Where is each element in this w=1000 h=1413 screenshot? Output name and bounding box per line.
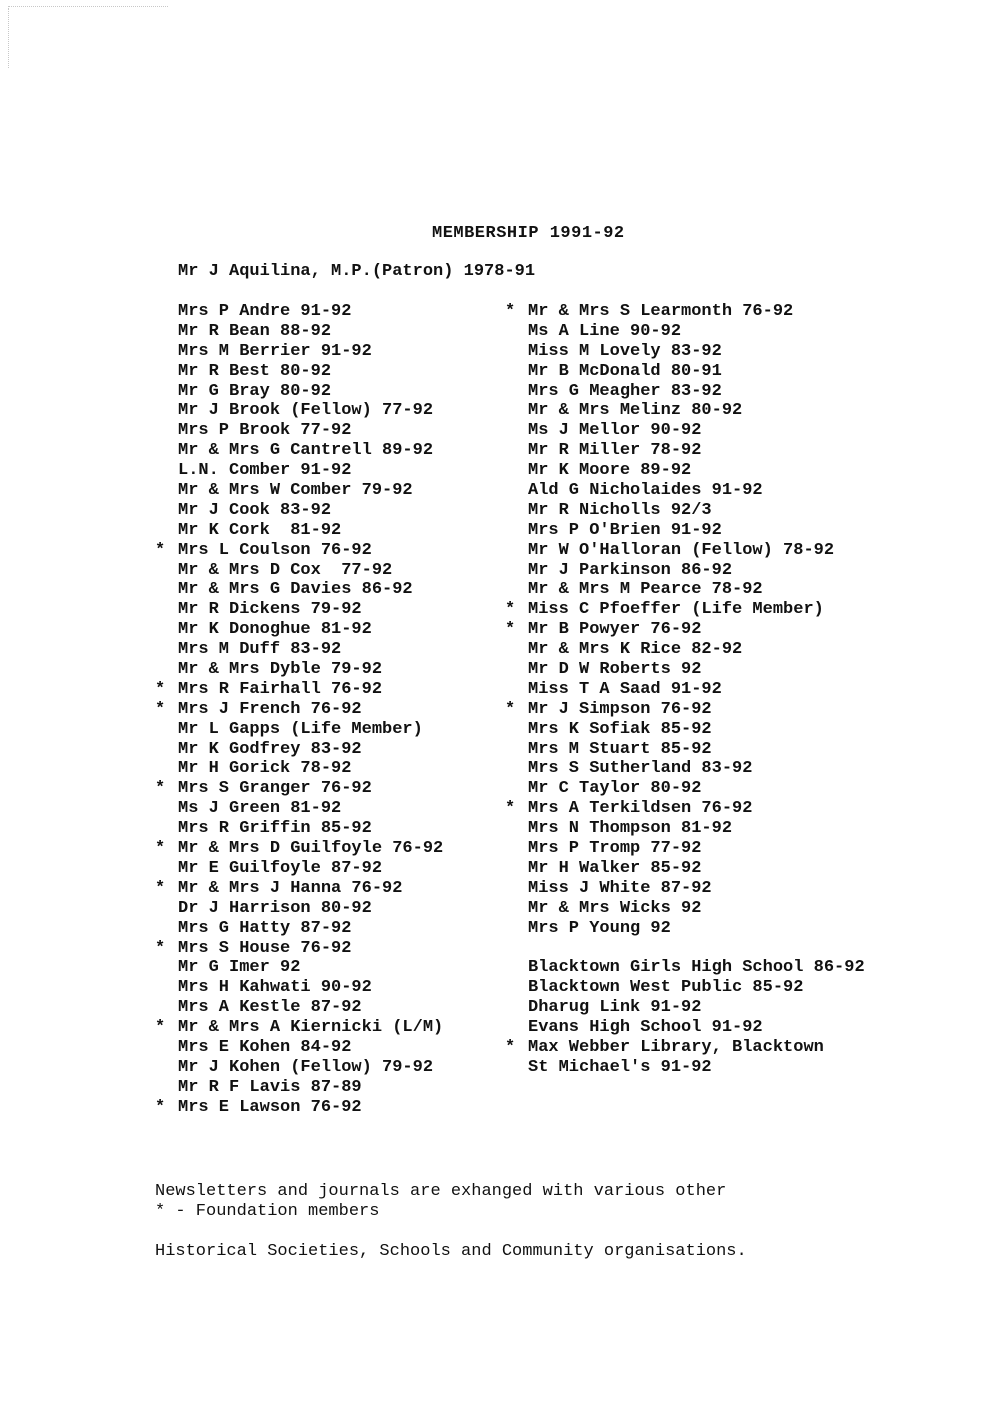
marker-spacer [505,759,528,779]
marker-spacer [155,759,178,779]
marker-spacer [155,740,178,760]
marker-spacer [505,680,528,700]
member-entry: Mrs M Stuart 85-92 [528,739,712,759]
member-entry: Mrs G Hatty 87-92 [178,918,352,938]
member-entry: Dr J Harrison 80-92 [178,898,372,918]
member-entry: Max Webber Library, Blacktown [528,1037,824,1057]
marker-spacer [155,521,178,541]
list-item [505,740,865,760]
marker-spacer [155,819,178,839]
list-item [155,521,443,541]
list-item [155,720,443,740]
list-item [505,819,865,839]
marker-spacer [155,342,178,362]
marker-spacer [155,461,178,481]
foundation-members-legend: * - Foundation members [155,1202,380,1221]
list-item [155,998,443,1018]
marker-spacer [505,1018,528,1038]
member-entry: Mrs P Andre 91-92 [178,302,352,321]
member-entry: Mr K Godfrey 83-92 [178,739,362,759]
marker-spacer [505,580,528,600]
list-item [155,600,443,620]
member-entry: Blacktown Girls High School 86-92 [528,958,865,978]
list-item [155,481,443,501]
list-item [505,879,865,899]
member-entry: Mrs A Kestle 87-92 [178,998,362,1018]
list-item [505,481,865,501]
member-entry: Mr K Donoghue 81-92 [178,620,372,640]
list-item [155,382,443,402]
list-item [155,421,443,441]
member-entry: Mr & Mrs D Cox 77-92 [178,560,393,580]
member-entry: Mrs A Terkildsen 76-92 [528,799,753,819]
member-entry: Mr & Mrs Melinz 80-92 [528,401,743,421]
foundation-marker: * [505,620,516,640]
member-entry: Mr & Mrs K Rice 82-92 [528,640,743,660]
list-item [155,620,443,640]
member-entry: Mr J Brook (Fellow) 77-92 [178,401,434,421]
member-list-right [505,302,865,1078]
member-entry: Mr H Gorick 78-92 [178,759,352,779]
marker-spacer [505,879,528,899]
member-entry: Mr W O'Halloran (Fellow) 78-92 [528,540,835,560]
list-item [155,978,443,998]
list-item [505,859,865,879]
marker-spacer [155,720,178,740]
member-entry: Mr & Mrs G Davies 86-92 [178,580,413,600]
list-item [155,322,443,342]
member-entry: Mr & Mrs S Learmonth 76-92 [528,302,794,321]
member-entry: Mr H Walker 85-92 [528,858,702,878]
member-entry: Blacktown West Public 85-92 [528,978,804,998]
list-item [505,919,865,939]
member-entry: Mr D W Roberts 92 [528,660,702,680]
member-entry: Mr R Best 80-92 [178,361,332,381]
member-entry: Mr B McDonald 80-91 [528,361,722,381]
member-entry: Evans High School 91-92 [528,1018,763,1038]
list-item [155,640,443,660]
list-item [505,839,865,859]
foundation-marker: * [505,699,516,719]
member-entry: Mr E Guilfoyle 87-92 [178,858,383,878]
list-item [155,799,443,819]
exchange-note-line-1: Newsletters and journals are exhanged with various other [155,1182,727,1201]
marker-spacer [155,799,178,819]
marker-spacer [155,919,178,939]
foundation-marker: * [155,839,166,859]
member-entry: Mrs E Lawson 76-92 [178,1097,362,1117]
list-item [505,302,865,322]
marker-spacer [505,421,528,441]
list-item [155,362,443,382]
exchange-note [155,1142,747,1302]
marker-spacer [505,998,528,1018]
marker-spacer [155,302,178,322]
marker-spacer [505,859,528,879]
list-item [505,779,865,799]
list-item [505,998,865,1018]
list-item [505,958,865,978]
marker-spacer [155,362,178,382]
marker-spacer [155,481,178,501]
list-item [155,680,443,700]
list-item [155,700,443,720]
list-item [155,1018,443,1038]
list-item [505,561,865,581]
list-item [505,660,865,680]
marker-spacer [155,859,178,879]
member-entry: Mrs S Sutherland 83-92 [528,759,753,779]
marker-spacer [155,1078,178,1098]
marker-spacer [155,958,178,978]
member-entry: Dharug Link 91-92 [528,998,702,1018]
member-entry: Mrs M Duff 83-92 [178,640,342,660]
foundation-marker: * [155,1097,166,1117]
member-entry: Mr J Cook 83-92 [178,500,332,520]
marker-spacer [505,1058,528,1078]
marker-spacer [505,501,528,521]
list-item [505,401,865,421]
list-item [155,779,443,799]
marker-spacer [505,819,528,839]
list-item [505,978,865,998]
member-entry: Mrs S House 76-92 [178,938,352,958]
list-item [505,541,865,561]
member-entry: L.N. Comber 91-92 [178,461,352,481]
list-item [155,879,443,899]
foundation-marker: * [155,699,166,719]
member-entry: Ms A Line 90-92 [528,321,682,341]
list-item [505,421,865,441]
member-entry: Mr & Mrs D Guilfoyle 76-92 [178,839,444,859]
marker-spacer [505,660,528,680]
member-entry: Mr G Bray 80-92 [178,381,332,401]
foundation-marker: * [155,679,166,699]
member-entry: Miss T A Saad 91-92 [528,679,722,699]
marker-spacer [505,740,528,760]
list-item [505,461,865,481]
member-entry: Mrs P O'Brien 91-92 [528,520,722,540]
member-entry: Mrs S Granger 76-92 [178,779,372,799]
list-item [155,1098,443,1118]
list-item [155,1058,443,1078]
marker-spacer [155,421,178,441]
list-item [505,759,865,779]
list-item [155,302,443,322]
member-entry: Mr & Mrs A Kiernicki (L/M) [178,1018,444,1038]
list-item [155,819,443,839]
foundation-marker: * [155,1018,166,1038]
member-entry: Mr R Miller 78-92 [528,441,702,461]
foundation-marker: * [155,938,166,958]
list-item [505,580,865,600]
list-item [505,620,865,640]
list-item [505,640,865,660]
marker-spacer [505,342,528,362]
page-title: MEMBERSHIP 1991-92 [432,224,625,243]
member-list-left [155,302,443,1118]
marker-spacer [155,1058,178,1078]
list-item [505,441,865,461]
foundation-marker: * [505,799,516,819]
member-entry: Mr J Parkinson 86-92 [528,560,733,580]
list-item [155,899,443,919]
list-item [505,501,865,521]
list-item [505,720,865,740]
patron-line: Mr J Aquilina, M.P.(Patron) 1978-91 [178,262,536,281]
member-entry: Mrs E Kohen 84-92 [178,1037,352,1057]
member-entry: St Michael's 91-92 [528,1057,712,1077]
list-item [155,958,443,978]
list-item [155,1078,443,1098]
member-entry: Mr & Mrs Wicks 92 [528,898,702,918]
list-item [505,1018,865,1038]
marker-spacer [505,919,528,939]
member-entry: Mr K Cork 81-92 [178,520,342,540]
foundation-marker: * [155,878,166,898]
member-entry: Mr J Simpson 76-92 [528,699,712,719]
scan-artifact-left [8,8,10,68]
marker-spacer [505,521,528,541]
member-entry: Ms J Mellor 90-92 [528,421,702,441]
list-item [505,799,865,819]
list-item [505,382,865,402]
member-entry: Mr G Imer 92 [178,958,301,978]
marker-spacer [505,461,528,481]
institution-list [505,958,865,1077]
member-entry: Mrs M Berrier 91-92 [178,341,372,361]
member-entry: Mr L Gapps (Life Member) [178,719,423,739]
list-item [155,919,443,939]
list-item [155,740,443,760]
member-entry: Mrs P Young 92 [528,918,671,938]
marker-spacer [155,561,178,581]
marker-spacer [155,1038,178,1058]
member-entry: Mrs P Tromp 77-92 [528,839,702,859]
member-entry: Mrs H Kahwati 90-92 [178,978,372,998]
member-entry: Mr & Mrs W Comber 79-92 [178,481,413,501]
member-entry: Ald G Nicholaides 91-92 [528,481,763,501]
marker-spacer [155,401,178,421]
member-entry: Mrs K Sofiak 85-92 [528,719,712,739]
marker-spacer [505,561,528,581]
marker-spacer [505,839,528,859]
marker-spacer [505,401,528,421]
marker-spacer [155,640,178,660]
list-item [155,1038,443,1058]
list-item [155,541,443,561]
list-item [505,600,865,620]
foundation-marker: * [505,1037,516,1057]
foundation-marker: * [505,302,516,321]
foundation-marker: * [155,779,166,799]
list-item [505,1038,865,1058]
section-spacer [505,939,865,959]
marker-spacer [505,640,528,660]
list-item [505,1058,865,1078]
member-entry: Ms J Green 81-92 [178,799,342,819]
list-item [505,342,865,362]
marker-spacer [505,779,528,799]
list-item [155,501,443,521]
marker-spacer [155,441,178,461]
exchange-note-line-2: Historical Societies, Schools and Community organisations. [155,1242,747,1261]
marker-spacer [505,720,528,740]
member-entry: Mr R Nicholls 92/3 [528,500,712,520]
marker-spacer [505,322,528,342]
marker-spacer [155,899,178,919]
marker-spacer [155,382,178,402]
list-item [155,580,443,600]
marker-spacer [505,958,528,978]
member-entry: Mr R Dickens 79-92 [178,600,362,620]
marker-spacer [505,362,528,382]
list-item [155,759,443,779]
marker-spacer [505,441,528,461]
marker-spacer [155,620,178,640]
marker-spacer [155,322,178,342]
foundation-marker: * [155,540,166,560]
member-entry: Mr & Mrs J Hanna 76-92 [178,878,403,898]
member-entry: Miss M Lovely 83-92 [528,341,722,361]
marker-spacer [505,978,528,998]
member-entry: Mr K Moore 89-92 [528,461,692,481]
list-item [155,461,443,481]
member-entry: Mrs G Meagher 83-92 [528,381,722,401]
list-item [505,700,865,720]
list-item [155,342,443,362]
member-entry: Mrs L Coulson 76-92 [178,540,372,560]
list-item [505,680,865,700]
list-item [155,859,443,879]
member-entry: Mr & Mrs Dyble 79-92 [178,660,383,680]
member-entry: Mr & Mrs M Pearce 78-92 [528,580,763,600]
marker-spacer [155,998,178,1018]
scan-artifact-top [8,6,168,8]
list-item [155,561,443,581]
list-item [155,660,443,680]
marker-spacer [155,600,178,620]
member-entry: Mrs P Brook 77-92 [178,421,352,441]
list-item [505,362,865,382]
member-entry: Mrs J French 76-92 [178,699,362,719]
member-entry: Mrs R Griffin 85-92 [178,819,372,839]
list-item [505,322,865,342]
marker-spacer [155,501,178,521]
marker-spacer [505,899,528,919]
member-entry: Mr R F Lavis 87-89 [178,1077,362,1097]
member-entry: Miss J White 87-92 [528,878,712,898]
list-item [505,899,865,919]
member-entry: Mrs R Fairhall 76-92 [178,679,383,699]
member-entry: Miss C Pfoeffer (Life Member) [528,600,824,620]
member-entry: Mr & Mrs G Cantrell 89-92 [178,441,434,461]
marker-spacer [155,978,178,998]
foundation-marker: * [505,600,516,620]
member-entry: Mr C Taylor 80-92 [528,779,702,799]
member-entry: Mrs N Thompson 81-92 [528,819,733,839]
list-item [155,839,443,859]
list-item [155,939,443,959]
list-item [155,401,443,421]
list-item [505,521,865,541]
member-entry: Mr B Powyer 76-92 [528,620,702,640]
list-item [155,441,443,461]
member-entry: Mr J Kohen (Fellow) 79-92 [178,1057,434,1077]
marker-spacer [505,382,528,402]
marker-spacer [155,580,178,600]
member-entry: Mr R Bean 88-92 [178,321,332,341]
marker-spacer [155,660,178,680]
marker-spacer [505,541,528,561]
marker-spacer [505,481,528,501]
